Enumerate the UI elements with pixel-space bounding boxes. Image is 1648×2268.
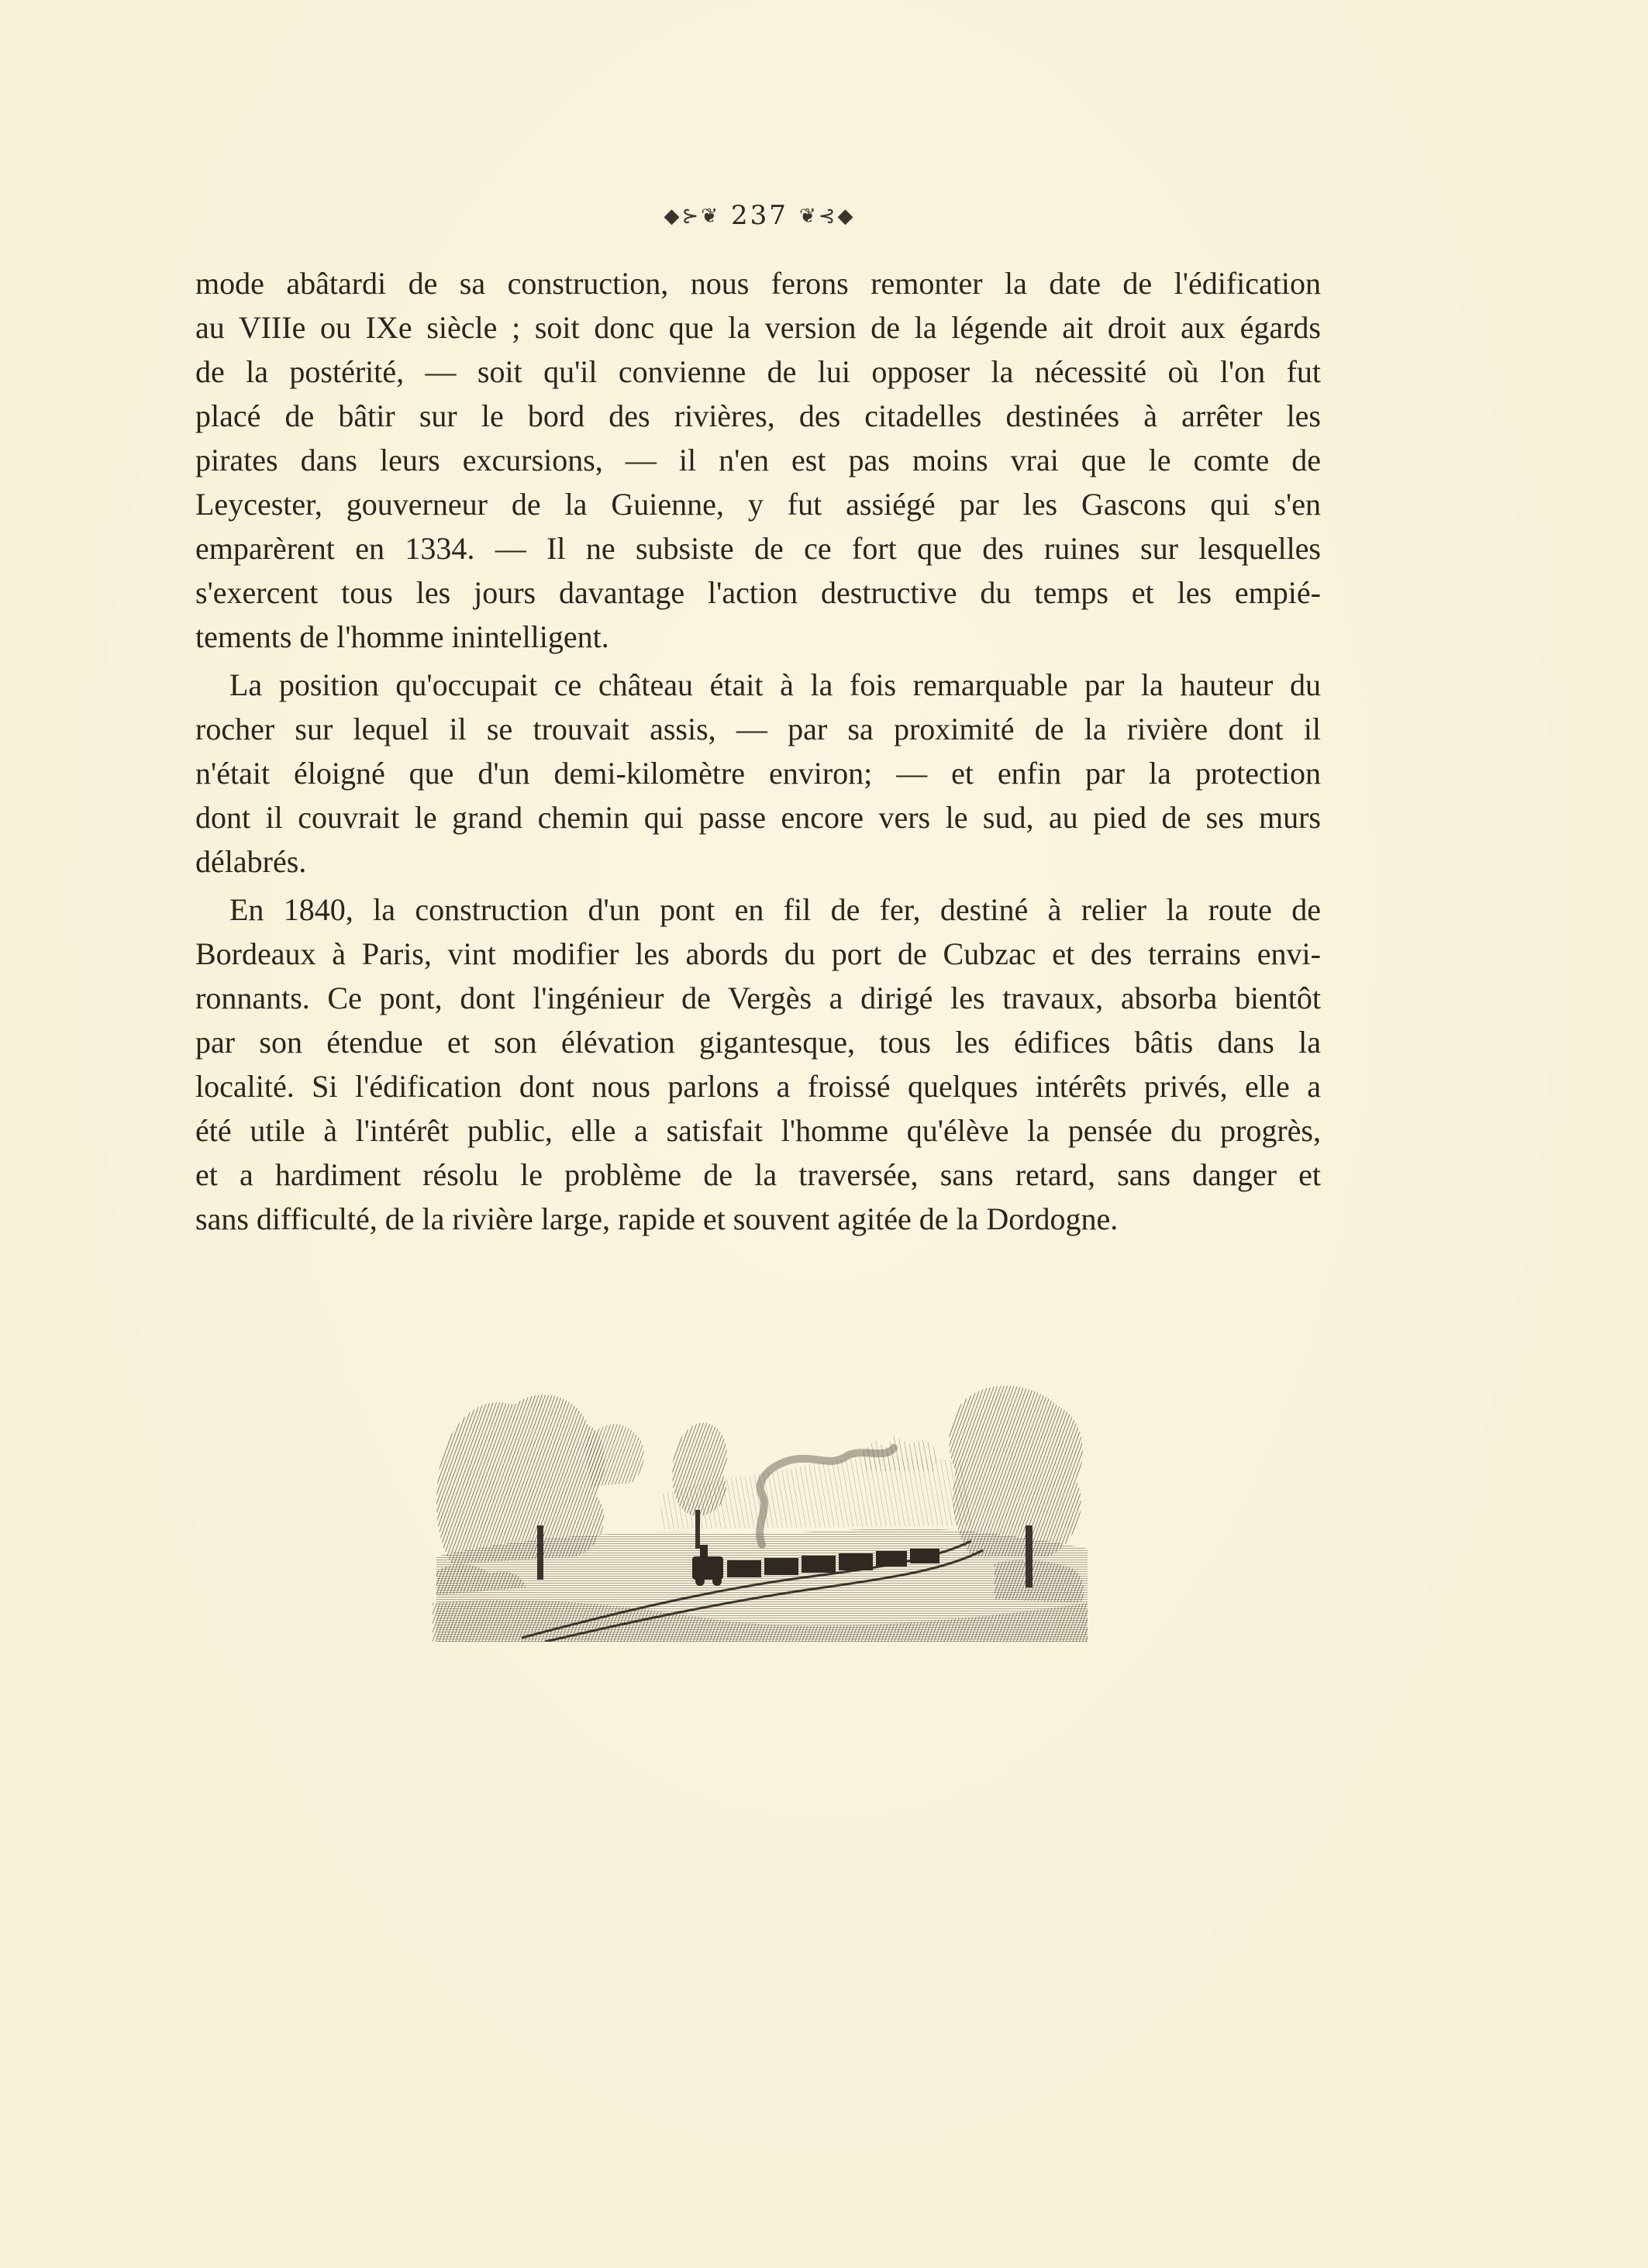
text-line: et a hardiment résolu le problème de la traversée, sans retard, sans danger et bbox=[195, 1157, 1321, 1192]
text-line: été utile à l'intérêt public, elle a satisfait l'homme qu'élève la pensée du progrès, bbox=[195, 1113, 1321, 1148]
engraving-train-landscape-icon bbox=[429, 1370, 1091, 1642]
paragraph-3 bbox=[195, 888, 1321, 1241]
text-line: n'était éloigné que d'un demi-kilomètre environ; — et enfin par la protection bbox=[195, 756, 1321, 791]
text-line: par son étendue et son élévation gigantesque, tous les édifices bâtis dans la bbox=[195, 1025, 1321, 1060]
ornament-left-icon: ◆⊱❦ bbox=[664, 205, 721, 228]
text-line: En 1840, la construction d'un pont en fil de fer, destiné à relier la route de bbox=[229, 892, 1321, 927]
body-text bbox=[195, 261, 1321, 1241]
text-line: Bordeaux à Paris, vint modifier les abords du port de Cubzac et des terrains envi- bbox=[195, 936, 1321, 971]
text-line: localité. Si l'édification dont nous parlons a froissé quelques intérêts privés, elle a bbox=[195, 1069, 1321, 1104]
text-line: La position qu'occupait ce château était à la fois remarquable par la hauteur du bbox=[229, 667, 1321, 702]
text-line: placé de bâtir sur le bord des rivières, des citadelles destinées à arrêter les bbox=[195, 398, 1321, 433]
ornament-right-icon: ❦⊰◆ bbox=[798, 205, 856, 228]
page-number-header bbox=[0, 200, 1519, 231]
text-line: pirates dans leurs excursions, — il n'en est pas moins vrai que le comte de bbox=[195, 443, 1321, 477]
text-line: de la postérité, — soit qu'il convienne de lui opposer la nécessité où l'on fut bbox=[195, 354, 1321, 389]
text-line: s'exercent tous les jours davantage l'action destructive du temps et les empié- bbox=[195, 575, 1321, 610]
paragraph-1 bbox=[195, 261, 1321, 659]
page-number: 237 bbox=[731, 200, 788, 231]
text-line: tements de l'homme inintelligent. bbox=[195, 619, 609, 654]
text-line: ronnants. Ce pont, dont l'ingénieur de Vergès a dirigé les travaux, absorba bientôt bbox=[195, 981, 1321, 1015]
text-line: Leycester, gouverneur de la Guienne, y fut assiégé par les Gascons qui s'en bbox=[195, 487, 1321, 522]
text-line: sans difficulté, de la rivière large, rapide et souvent agitée de la Dordogne. bbox=[195, 1201, 1119, 1236]
text-line: dont il couvrait le grand chemin qui passe encore vers le sud, au pied de ses murs bbox=[195, 800, 1321, 835]
text-line: emparèrent en 1334. — Il ne subsiste de ce fort que des ruines sur lesquelles bbox=[195, 531, 1321, 566]
text-line: mode abâtardi de sa construction, nous ferons remonter la date de l'édification bbox=[195, 266, 1321, 301]
paragraph-2 bbox=[195, 663, 1321, 884]
text-line: rocher sur lequel il se trouvait assis, — par sa proximité de la rivière dont il bbox=[195, 712, 1321, 746]
text-line: délabrés. bbox=[195, 844, 307, 879]
text-line: au VIIIe ou IXe siècle ; soit donc que la version de la légende ait droit aux égards bbox=[195, 310, 1321, 345]
